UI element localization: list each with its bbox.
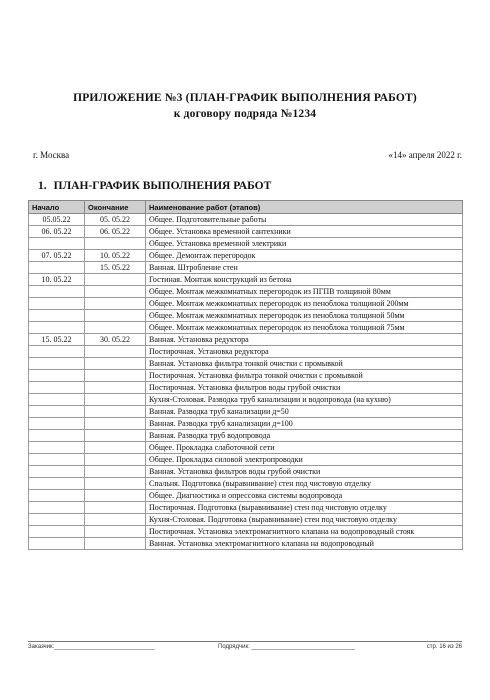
cell-work-name: Общее. Установка временной электрики — [146, 238, 463, 250]
date-label: «14» апреля 2022 г. — [388, 150, 462, 160]
cell-end — [85, 502, 146, 514]
table-row — [29, 370, 463, 382]
cell-start — [29, 286, 85, 298]
cell-start — [29, 478, 85, 490]
cell-work-name: Общее. Подготовительные работы — [146, 214, 463, 226]
table-row — [29, 214, 463, 226]
cell-work-name: Постирочная. Подготовка (выравнивание) стен под чистовую отделку — [146, 502, 463, 514]
cell-start — [29, 394, 85, 406]
cell-start: 07. 05.22 — [29, 250, 85, 262]
cell-end: 06. 05.22 — [85, 226, 146, 238]
cell-start — [29, 262, 85, 274]
cell-start — [29, 298, 85, 310]
cell-end — [85, 418, 146, 430]
cell-end: 15. 05.22 — [85, 262, 146, 274]
cell-end — [85, 406, 146, 418]
table-row — [29, 490, 463, 502]
cell-start — [29, 322, 85, 334]
cell-start: 10. 05.22 — [29, 274, 85, 286]
cell-end: 30. 05.22 — [85, 334, 146, 346]
cell-work-name: Общее. Прокладка силовой электропроводки — [146, 454, 463, 466]
cell-work-name: Ванная. Установка редуктора — [146, 334, 463, 346]
cell-end — [85, 466, 146, 478]
cell-work-name: Постирочная. Установка фильтров воды грубой очистки — [146, 382, 463, 394]
cell-work-name: Общее. Монтаж межкомнатных перегородок из ПГПВ толщиной 80мм — [146, 286, 463, 298]
cell-start — [29, 514, 85, 526]
cell-start — [29, 454, 85, 466]
cell-work-name: Ванная. Разводка труб канализации д=50 — [146, 406, 463, 418]
cell-start — [29, 370, 85, 382]
cell-start — [29, 346, 85, 358]
cell-end — [85, 490, 146, 502]
table-row — [29, 358, 463, 370]
cell-start — [29, 502, 85, 514]
table-row — [29, 442, 463, 454]
cell-work-name: Постирочная. Установка редуктора — [146, 346, 463, 358]
cell-work-name: Ванная. Установка электромагнитного клапана на водопроводный — [146, 538, 463, 550]
cell-end — [85, 382, 146, 394]
cell-work-name: Общее. Монтаж межкомнатных перегородок из пеноблока толщиной 50мм — [146, 310, 463, 322]
cell-end — [85, 322, 146, 334]
cell-start — [29, 382, 85, 394]
city-label: г. Москва — [33, 150, 70, 160]
cell-end — [85, 310, 146, 322]
table-row — [29, 310, 463, 322]
cell-work-name: Кухня-Столовая. Подготовка (выравнивание) стен под чистовую отделку — [146, 514, 463, 526]
cell-work-name: Постирочная. Установка фильтра тонкой очистки с промывкой — [146, 370, 463, 382]
footer-contractor: Подрядчик: _______________________________ — [218, 644, 355, 650]
footer-page-number: стр. 16 из 26 — [426, 644, 462, 650]
table-row — [29, 346, 463, 358]
cell-end — [85, 274, 146, 286]
cell-end — [85, 538, 146, 550]
cell-start — [29, 418, 85, 430]
cell-work-name: Ванная. Разводка труб водопровода — [146, 430, 463, 442]
section-number: 1. — [38, 180, 47, 192]
table-row — [29, 262, 463, 274]
table-row — [29, 514, 463, 526]
schedule-table — [28, 200, 463, 550]
header-work-name: Наименование работ (этапов) — [146, 201, 463, 214]
document-title: ПРИЛОЖЕНИЕ №3 (ПЛАН-ГРАФИК ВЫПОЛНЕНИЯ РАБОТ) — [73, 92, 417, 104]
cell-end — [85, 478, 146, 490]
cell-end — [85, 442, 146, 454]
cell-end — [85, 394, 146, 406]
cell-start — [29, 406, 85, 418]
cell-work-name: Спальня. Подготовка (выравнивание) стен под чистовую отделку — [146, 478, 463, 490]
cell-start — [29, 466, 85, 478]
header-start: Начало — [29, 201, 85, 214]
cell-work-name: Постирочная. Установка электромагнитного клапана на водопроводный стояк — [146, 526, 463, 538]
cell-end — [85, 514, 146, 526]
cell-start — [29, 358, 85, 370]
table-header-row — [29, 201, 463, 214]
footer-customer: Заказчик:______________________________ — [28, 644, 155, 650]
table-row — [29, 394, 463, 406]
document-subtitle: к договору подряда №1234 — [173, 108, 317, 120]
table-row — [29, 526, 463, 538]
table-row — [29, 466, 463, 478]
cell-work-name: Общее. Диагностика и опрессовка системы водопровода — [146, 490, 463, 502]
cell-start: 05.05.22 — [29, 214, 85, 226]
cell-work-name: Общее. Монтаж межкомнатных перегородок из пеноблока толщиной 200мм — [146, 298, 463, 310]
cell-end: 10. 05.22 — [85, 250, 146, 262]
table-row — [29, 406, 463, 418]
cell-work-name: Ванная. Штробление стен — [146, 262, 463, 274]
cell-start — [29, 430, 85, 442]
cell-end — [85, 370, 146, 382]
cell-start: 06. 05.22 — [29, 226, 85, 238]
cell-work-name: Гостиная. Монтаж конструкций из бетона — [146, 274, 463, 286]
cell-work-name: Кухня-Столовая. Разводка труб канализации и водопровода (на кухню) — [146, 394, 463, 406]
cell-work-name: Общее. Прокладка слаботочной сети — [146, 442, 463, 454]
cell-start — [29, 490, 85, 502]
cell-start — [29, 310, 85, 322]
table-row — [29, 250, 463, 262]
table-body — [29, 214, 463, 550]
section-heading — [38, 180, 271, 192]
table-row — [29, 334, 463, 346]
cell-end — [85, 454, 146, 466]
cell-end — [85, 238, 146, 250]
cell-work-name: Ванная. Установка фильтра тонкой очистки с промывкой — [146, 358, 463, 370]
table-row — [29, 226, 463, 238]
cell-start — [29, 238, 85, 250]
footer-divider — [28, 641, 462, 642]
cell-end — [85, 298, 146, 310]
table-row — [29, 322, 463, 334]
table-row — [29, 478, 463, 490]
table-row — [29, 238, 463, 250]
cell-end: 05. 05.22 — [85, 214, 146, 226]
cell-end — [85, 286, 146, 298]
table-row — [29, 298, 463, 310]
cell-end — [85, 346, 146, 358]
table-row — [29, 418, 463, 430]
cell-work-name: Ванная. Разводка труб канализации д=100 — [146, 418, 463, 430]
table-row — [29, 502, 463, 514]
table-row — [29, 274, 463, 286]
cell-end — [85, 358, 146, 370]
cell-work-name: Общее. Установка временной сантехники — [146, 226, 463, 238]
table-row — [29, 430, 463, 442]
cell-start — [29, 526, 85, 538]
cell-start — [29, 538, 85, 550]
cell-start — [29, 442, 85, 454]
cell-end — [85, 430, 146, 442]
table-row — [29, 382, 463, 394]
table-row — [29, 286, 463, 298]
cell-work-name: Общее. Демонтаж перегородок — [146, 250, 463, 262]
cell-work-name: Ванная. Установка фильтров воды грубой очистки — [146, 466, 463, 478]
cell-end — [85, 526, 146, 538]
table-row — [29, 454, 463, 466]
section-title: ПЛАН-ГРАФИК ВЫПОЛНЕНИЯ РАБОТ — [53, 180, 272, 192]
header-end: Окончание — [85, 201, 146, 214]
cell-start: 15. 05.22 — [29, 334, 85, 346]
cell-work-name: Общее. Монтаж межкомнатных перегородок из пеноблока толщиной 75мм — [146, 322, 463, 334]
table-row — [29, 538, 463, 550]
